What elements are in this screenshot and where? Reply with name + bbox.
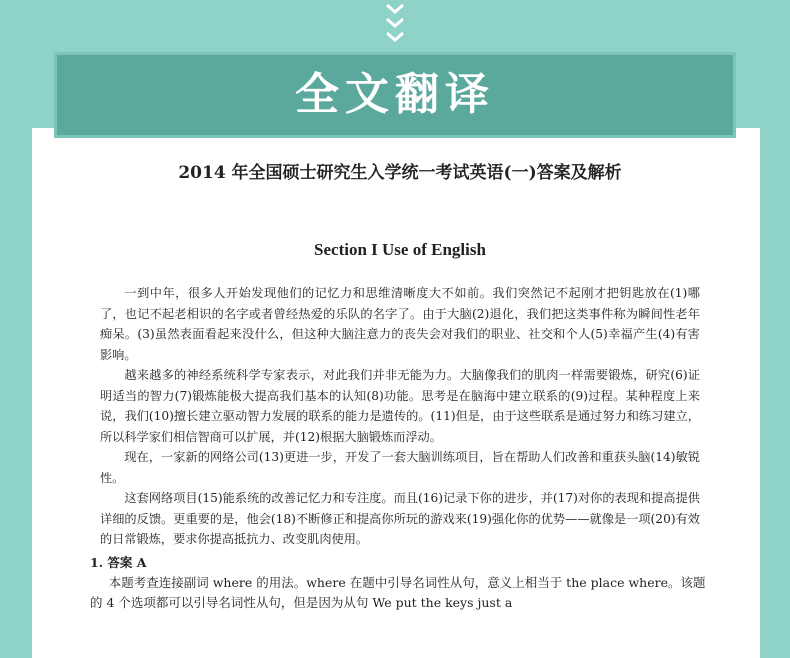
paragraph: 现在，一家新的网络公司(13)更进一步，开发了一套大脑训练项目，旨在帮助人们改善和重获头脑(14)敏锐性。 <box>100 450 700 485</box>
answer-text: 本题考查连接副词 where 的用法。where 在题中引导名词性从句，意义上相当于 the place where。该题的 4 个选项都可以引导名词性从句，但是因为从句 We put the keys just a <box>90 575 706 610</box>
scroll-down-indicator <box>0 2 790 44</box>
chevron-down-icon <box>384 30 406 44</box>
paragraph: 这套网络项目(15)能系统的改善记忆力和专注度。而且(16)记录下你的进步，并(17)对你的表现和提高提供详细的反馈。更重要的是，他会(18)不断修正和提高你所玩的游戏来(19)强化你的优势——就像是一项(20)有效的日常锻炼，要求你提高抵抗力、改变肌肉使用。 <box>100 491 700 546</box>
document-page <box>90 158 706 610</box>
section-title: Section I Use of English <box>314 240 486 259</box>
answer-section <box>90 553 710 613</box>
document-title: 2014 年全国硕士研究生入学统一考试英语(一)答案及解析 <box>178 163 622 183</box>
chevron-down-icon <box>384 2 406 16</box>
banner-title: 全文翻译 <box>295 69 495 120</box>
chevron-down-icon <box>384 16 406 30</box>
translation-body <box>100 283 700 550</box>
paragraph: 越来越多的神经系统科学专家表示，对此我们并非无能为力。大脑像我们的肌肉一样需要锻炼，研究(6)证明适当的智力(7)锻炼能极大提高我们基本的认知(8)功能。思考是在脑海中建立联系的(9)过程。某种程度上来说，我们(10)擅长建立驱动智力发展的联系的能力是遗传的。(11)但是，由于这些联系是通过努力和练习建立，所以科学家们相信智商可以扩展，并(12)根据大脑锻炼而浮动。 <box>100 368 700 444</box>
answer-heading: 1. 答案 A <box>90 555 147 570</box>
paragraph: 一到中年，很多人开始发现他们的记忆力和思维清晰度大不如前。我们突然记不起刚才把钥匙放在(1)哪了，也记不起老相识的名字或者曾经热爱的乐队的名字了。由于大脑(2)退化，我们把这类事件称为瞬间性老年痴呆。(3)虽然表面看起来没什么，但这种大脑注意力的丧失会对我们的职业、社交和个人(5)幸福产生(4)有害影响。 <box>100 286 700 362</box>
